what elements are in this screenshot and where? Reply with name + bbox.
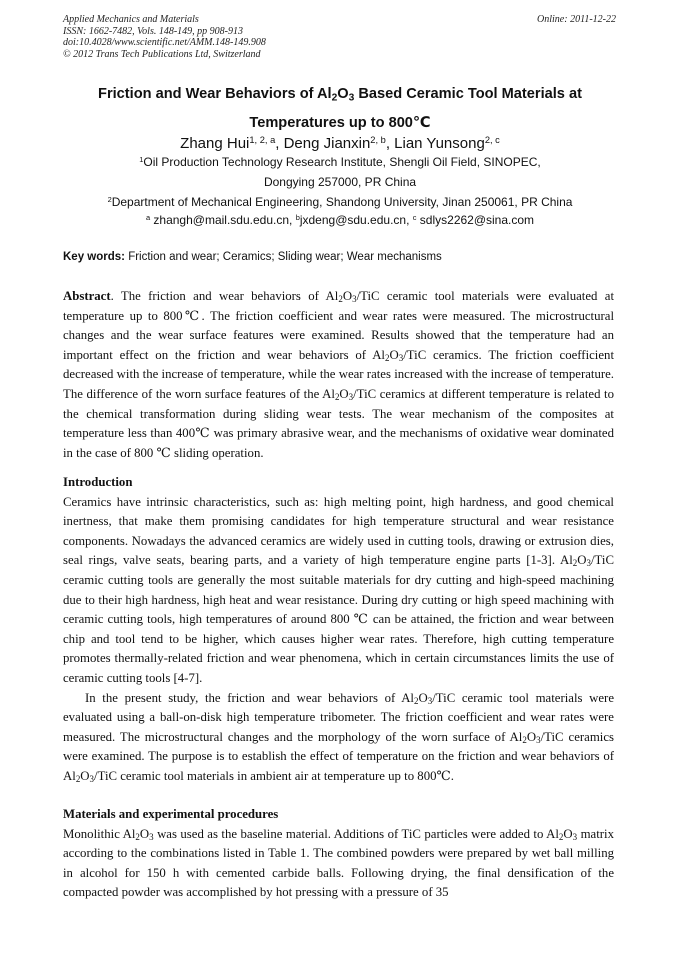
affiliation-1: $^1$Oil Production Technology Research Institute, Shengli Oil Field, SINOPEC, xyxy=(139,154,541,169)
author-name: Lian Yunsong xyxy=(394,135,485,152)
abstract: Abstract. The friction and wear behaviors of $Al_2O_3$/TiC ceramic tool materials were evaluated at temperature up to 800℃. The friction coefficient and wear rates were measured. The microstructural changes and the wear surface features were examined. Results showed that the temperature had an important effect on the friction and wear behaviors of $Al_2O_3$/TiC ceramics. The friction coefficient decreased with the increase of temperature, while the wear rates increased with the increase of temperature. The difference of the worn surface features of the $Al_2O_3$/TiC ceramics at different temperature is related to the chemical transformation during sliding wear tests. The wear mechanism of the composites at temperature less than 400℃ was primary abrasive wear, and the mechanisms of oxidative wear dominated in the case of 800 ℃ sliding operation. xyxy=(63,289,615,460)
introduction-paragraph: Ceramics have intrinsic characteristics, such as: high melting point, high hardness, and good chemical inertness, that make them promising candidates for high temperature structural and wear resistance components. Nowadays the advanced ceramics are widely used in cutting tools, drawing or extrusion dies, seal rings, valve seats, bearing parts, and a variety of high temperature engine parts [1-3]. $Al_2O_3$/TiC ceramic cutting tools are generally the most suitable materials for dry cutting and high-speed machining due to their high hardness, high heat and wear resistance. During dry cutting or high speed machining with ceramic cutting tools, high temperatures of around 800 ℃ can be attained, the friction and wear between chip and tool tend to be higher, which causes higher wear rates. Therefore, high cutting temperature promotes thermally-related friction and wear phenomena, which in certain circumstances limits the use of ceramic cutting tools [4-7]. xyxy=(63,494,614,685)
materials-section xyxy=(63,805,614,903)
affiliation-1-city: Dongying 257000, PR China xyxy=(263,175,417,189)
keywords-label: Key words: xyxy=(63,251,125,263)
affiliation-2: $^2$Department of Mechanical Engineering, Shandong University, Jinan 250061, PR China xyxy=(107,194,573,209)
paper-title-line2: Temperatures up to 800℃ xyxy=(249,115,431,131)
copyright-line: © 2012 Trans Tech Publications Ltd, Switzerland xyxy=(63,48,261,60)
author-list: Zhang Hui$^{1, 2, a}$, Deng Jianxin$^{2, b}$, Lian Yunsong$^{2, c}$ xyxy=(180,134,500,152)
introduction-section xyxy=(63,473,614,787)
keywords-text: Friction and wear; Ceramics; Sliding wear; Wear mechanisms xyxy=(125,251,442,263)
doi-line: doi:10.4028/www.scientific.net/AMM.148-149.908 xyxy=(63,37,266,48)
journal-header xyxy=(63,14,618,60)
materials-heading: Materials and experimental procedures xyxy=(63,807,279,821)
author-emails: $^a$ zhangh@mail.sdu.edu.cn, $^b$jxdeng@sdu.edu.cn, $^c$ sdlys2262@sina.com xyxy=(145,212,535,227)
author-name: Zhang Hui xyxy=(180,135,250,152)
abstract-label: Abstract xyxy=(63,289,111,303)
author-name: Deng Jianxin xyxy=(283,135,371,152)
online-date: Online: 2011-12-22 xyxy=(537,14,616,25)
introduction-paragraph: In the present study, the friction and wear behaviors of $Al_2O_3$/TiC ceramic tool materials were evaluated using a ball-on-disk high temperature tribometer. The friction coefficient and wear rates were measured. The microstructural changes and the morphology of the worn surface of $Al_2O_3$/TiC ceramics were examined. The purpose is to establish the effect of temperature on the friction and wear behaviors of $Al_2O_3$/TiC ceramic tool materials in ambient air at temperature up to 800℃. xyxy=(63,690,614,785)
journal-name: Applied Mechanics and Materials xyxy=(63,14,199,25)
introduction-heading: Introduction xyxy=(63,475,133,489)
paper-title: Friction and Wear Behaviors of $Al_2O_3$ Based Ceramic Tool Materials at Temperatures up to 800℃ xyxy=(55,80,625,138)
keywords xyxy=(63,251,623,263)
materials-paragraph: Monolithic $Al_2O_3$ was used as the baseline material. Additions of TiC particles were added to $Al_2O_3$ matrix according to the combinations listed in Table 1. The combined powders were prepared by wet ball milling in alcohol for 150 h with cemented carbide balls. Following drying, the final densification of the compacted powder was accomplished by hot pressing with a pressure of 35 xyxy=(63,826,614,900)
issn-line: ISSN: 1662-7482, Vols. 148-149, pp 908-913 xyxy=(63,25,243,37)
